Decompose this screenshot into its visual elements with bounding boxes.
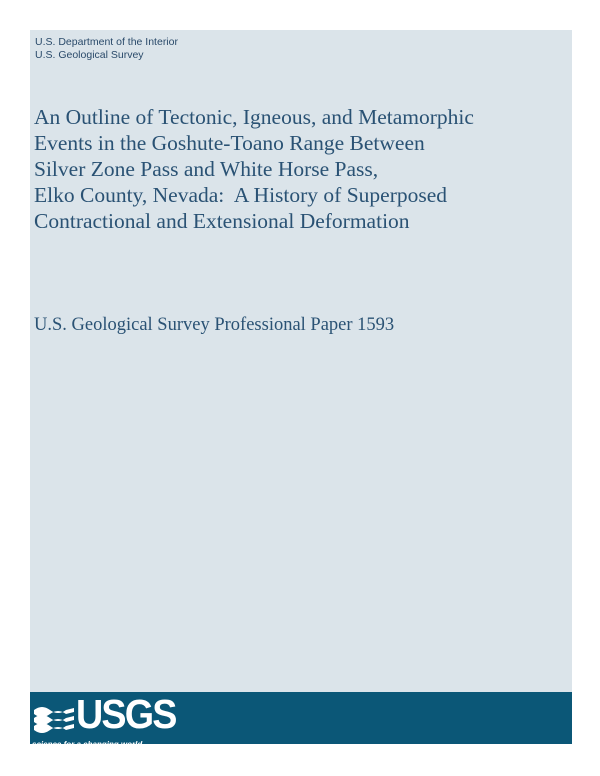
title-line: Silver Zone Pass and White Horse Pass, [34, 157, 379, 181]
agency-header [35, 36, 178, 62]
title-line: Elko County, Nevada: A History of Superposed [34, 183, 448, 207]
title-line: Events in the Goshute-Toano Range Between [34, 131, 425, 155]
series-label: U.S. Geological Survey Professional Paper 1593 [34, 315, 395, 335]
title-line: An Outline of Tectonic, Igneous, and Metamorphic [34, 105, 474, 129]
usgs-waves-icon [34, 702, 74, 732]
logo-band [30, 691, 572, 749]
department-label: U.S. Department of the Interior [35, 36, 178, 48]
title-line: Contractional and Extensional Deformation [34, 209, 410, 233]
logo-tagline: science for a changing world [32, 740, 143, 749]
bureau-label: U.S. Geological Survey [35, 49, 144, 61]
usgs-wordmark: USGS [76, 691, 176, 737]
cover-page [30, 30, 572, 749]
report-title [34, 104, 564, 234]
